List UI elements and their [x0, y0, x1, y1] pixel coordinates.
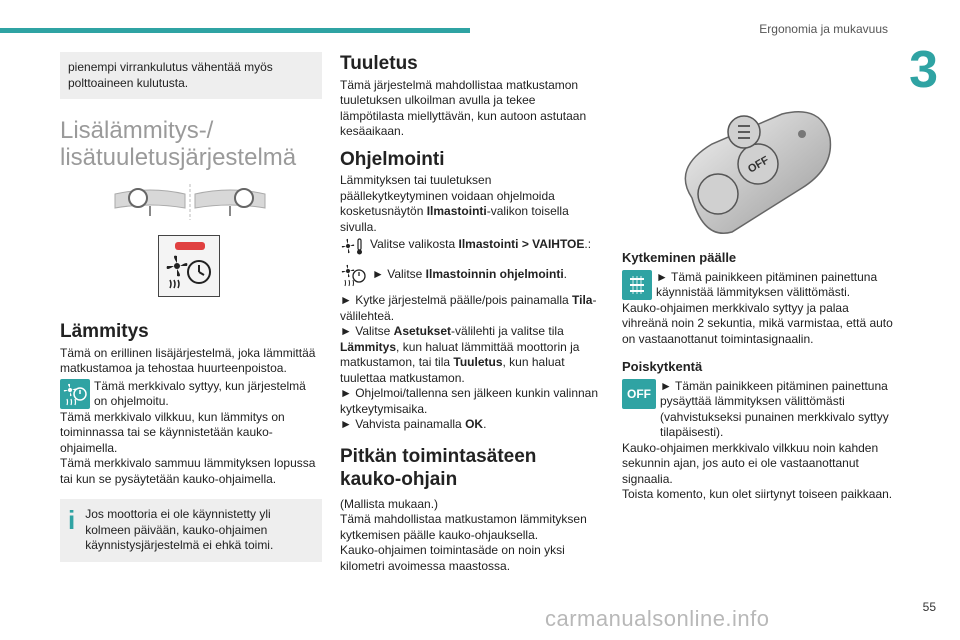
- heating-heading: Lämmitys: [60, 321, 149, 342]
- programming-intro: Lämmityksen tai tuuletuksen päällekytkeytyminen voidaan ohjelmoida kosketusnäytön Ilmastointi-valikon toisella sivulla.: [340, 173, 569, 234]
- switch-on-heading: Kytkeminen päälle: [622, 250, 737, 265]
- programming-step2: [340, 263, 602, 287]
- remote-description: Tämä mahdollistaa matkustamon lämmityksen kytkemisen päälle kauko-ohjauksella.: [340, 512, 587, 542]
- page-number: 55: [922, 600, 936, 614]
- remote-heading: Pitkän toimintasäteen kauko-ohjain: [340, 445, 537, 490]
- fob-off-label: OFF: [745, 154, 772, 176]
- switch-off-heading: Poiskytkentä: [622, 359, 703, 374]
- programming-step5: ► Ohjelmoi/tallenna sen jälkeen kunkin valinnan kytkeytymisaika.: [340, 386, 599, 416]
- remote-control-illustration: [672, 108, 832, 240]
- note-text: pienempi virrankulutus vähentää myös polttoaineen kulutusta.: [68, 60, 273, 90]
- programming-step4: ► Valitse Asetukset-välilehti ja valitse tila Lämmitys, kun haluat lämmittää moottorin ja matkustamon, tai tila Tuuletus, kun haluat tuulettaa matkustamon.: [340, 324, 580, 385]
- ventilation-heading: Tuuletus: [340, 53, 418, 74]
- programming-step3: ► Kytke järjestelmä päälle/pois painamalla Tila-välilehteä.: [340, 293, 597, 323]
- top-accent-bar: [0, 28, 470, 33]
- heating-indicator-text: Tämä merkkivalo syttyy, kun järjestelmä on ohjelmoitu.: [94, 378, 306, 408]
- fan-clock-icon: [159, 236, 221, 298]
- fan-thermometer-icon: [340, 237, 366, 257]
- ventilation-text: Tämä järjestelmä mahdollistaa matkustamon tuuletuksen ulkoilman avulla ja tekee lämpötilasta miellyttävän, kun autoon astutaan kesäaikaan.: [340, 77, 587, 138]
- off-button-icon: OFF: [622, 379, 656, 409]
- steering-wheels-illustration: [110, 180, 270, 222]
- switch-off-retry: Toista komento, kun olet siirtynyt toiseen paikkaan.: [622, 487, 893, 501]
- info-icon: i: [68, 505, 76, 535]
- info-text: Jos moottoria ei ole käynnistetty yli kolmeen päivään, kauko-ohjaimen käynnistysjärjestelmä ei ehkä toimi.: [85, 507, 274, 552]
- column-left: [60, 52, 322, 171]
- heating-off-text: Tämä merkkivalo sammuu lämmityksen lopussa tai kun se pysäytetään kauko-ohjaimella.: [60, 456, 316, 486]
- switch-off-blink: Kauko-ohjaimen merkkivalo vilkkuu noin kahden sekunnin ajan, jos auto ei ole vastaanottanut signaalia.: [622, 440, 879, 486]
- switch-off-row: [622, 379, 894, 441]
- heat-button-icon: [622, 270, 652, 300]
- heater-indicator-panel: [158, 235, 220, 297]
- programming-step2-text: ► Valitse Ilmastoinnin ohjelmointi.: [372, 267, 568, 281]
- programming-heading: Ohjelmointi: [340, 148, 445, 170]
- note-box: [60, 52, 322, 99]
- heater-indicator-icon: [60, 379, 90, 409]
- remote-range: Kauko-ohjaimen toimintasäde on noin yksi kilometri avoimessa maastossa.: [340, 543, 565, 573]
- info-box: [60, 499, 322, 562]
- fan-clock-small-icon: [340, 263, 368, 287]
- page-title: Lisälämmitys-/ lisätuuletusjärjestelmä: [60, 117, 297, 171]
- column-right: [622, 240, 894, 503]
- heating-indicator-row: [60, 379, 322, 410]
- programming-step1-text: Valitse valikosta Ilmastointi > VAIHTOE.:: [370, 237, 592, 251]
- chapter-number: 3: [909, 41, 938, 99]
- watermark: carmanualsonline.info: [545, 606, 770, 631]
- heating-section: [60, 316, 322, 562]
- heating-blink-text: Tämä merkkivalo vilkkuu, kun lämmitys on toiminnassa tai se käynnistetään kauko-ohjaimella.: [60, 409, 285, 455]
- heating-intro: Tämä on erillinen lisäjärjestelmä, joka lämmittää matkustamoa ja tehostaa huurteenpoistoa.: [60, 345, 316, 375]
- switch-on-row: [622, 270, 894, 301]
- column-middle: [340, 53, 602, 574]
- section-header: Ergonomia ja mukavuus: [759, 22, 888, 36]
- programming-step1: [340, 237, 602, 257]
- switch-on-text: ► Tämä painikkeen pitäminen painettuna käynnistää lämmityksen välittömästi.: [656, 269, 878, 299]
- switch-off-text: ► Tämän painikkeen pitäminen painettuna pysäyttää lämmityksen välittömästi (vahvistukseksi punainen merkkivalo syttyy tilapäisesti).: [660, 378, 889, 439]
- remote-model-note: (Mallista mukaan.): [340, 496, 439, 511]
- programming-step6: ► Vahvista painamalla OK.: [340, 417, 487, 431]
- switch-on-confirm: Kauko-ohjaimen merkkivalo syttyy ja palaa vihreänä noin 2 sekuntia, mikä varmistaa, että auto on vastaanottanut toimintasignaalin.: [622, 300, 893, 346]
